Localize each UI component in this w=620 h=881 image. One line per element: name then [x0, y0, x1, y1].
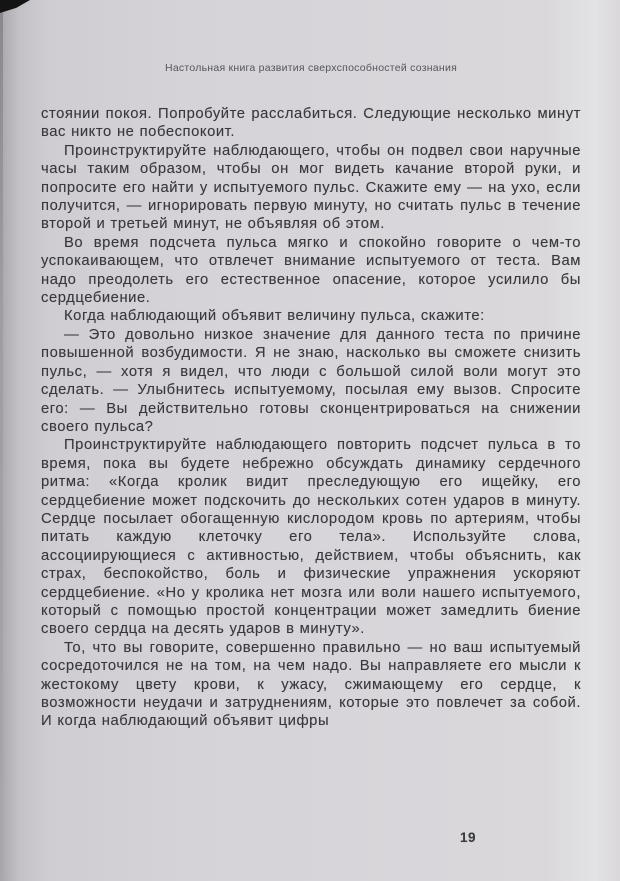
- page-left-edge: [0, 0, 3, 881]
- paragraph: Проинструктируйте наблюдающего повторить подсчет пульса в то время, пока вы будете небрежно обсуждать динамику сердечного ритма: «Когда кролик видит преследующую его ищейку, его сердцебиение может подскочить до нескольких сотен ударов в минуту. Сердце посылает обогащенную кислородом кровь по артериям, чтобы питать каждую клеточку его тела». Используйте слова, ассоциирующиеся с активностью, действием, чтобы объяснить, как страх, беспокойство, боль и физические упражнения ускоряют сердцебиение. «Но у кролика нет мозга или воли нашего испытуемого, который с помощью простой концентрации может замедлить биение своего сердца на десять ударов в минуту».: [41, 437, 581, 638]
- scan-artifact-top-left: [0, 0, 30, 13]
- paragraph: Проинструктируйте наблюдающего, чтобы он подвел свои наручные часы таким образом, чтобы он мог видеть качание второй руки, и попросите его найти у испытуемого пульс. Скажите ему — на ухо, если получится, — игнорировать первую минуту, но считать пульс в течение второй и третьей минут, не объявляя об этом.: [41, 142, 581, 233]
- paragraph: То, что вы говорите, совершенно правильно — но ваш испытуемый сосредоточился не на том, на чем надо. Вы направляете его мысли к жестокому цвету крови, к ужасу, сжимающему его сердце, к возможности неудачи и затруднениям, которые это повлечет за собой. И когда наблюдающий объявит цифры: [41, 639, 581, 730]
- running-header: Настольная книга развития сверхспособностей сознания: [164, 62, 457, 74]
- paragraph: Когда наблюдающий объявит величину пульса, скажите:: [64, 308, 485, 325]
- paragraph: стоянии покоя. Попробуйте расслабиться. Следующие несколько минут вас никто не побеспокоит.: [41, 106, 581, 141]
- paragraph: — Это довольно низкое значение для данного теста по причине повышенной возбудимости. Я не знаю, насколько вы сможете снизить пульс, — хотя я видел, что люди с большой силой воли могут это сделать. — Улыбнитесь испытуемому, посылая ему вызов. Спросите его: — Вы действительно готовы сконцентрироваться на снижении своего пульса?: [41, 326, 581, 435]
- page-number: 19: [460, 830, 477, 845]
- text-block: [41, 105, 581, 731]
- paragraph: Во время подсчета пульса мягко и спокойно говорите о чем-то успокаивающем, что отвлечет внимание испытуемого от теста. Вам надо преодолеть его естественное опасение, которое усилило бы сердцебиение.: [41, 234, 581, 307]
